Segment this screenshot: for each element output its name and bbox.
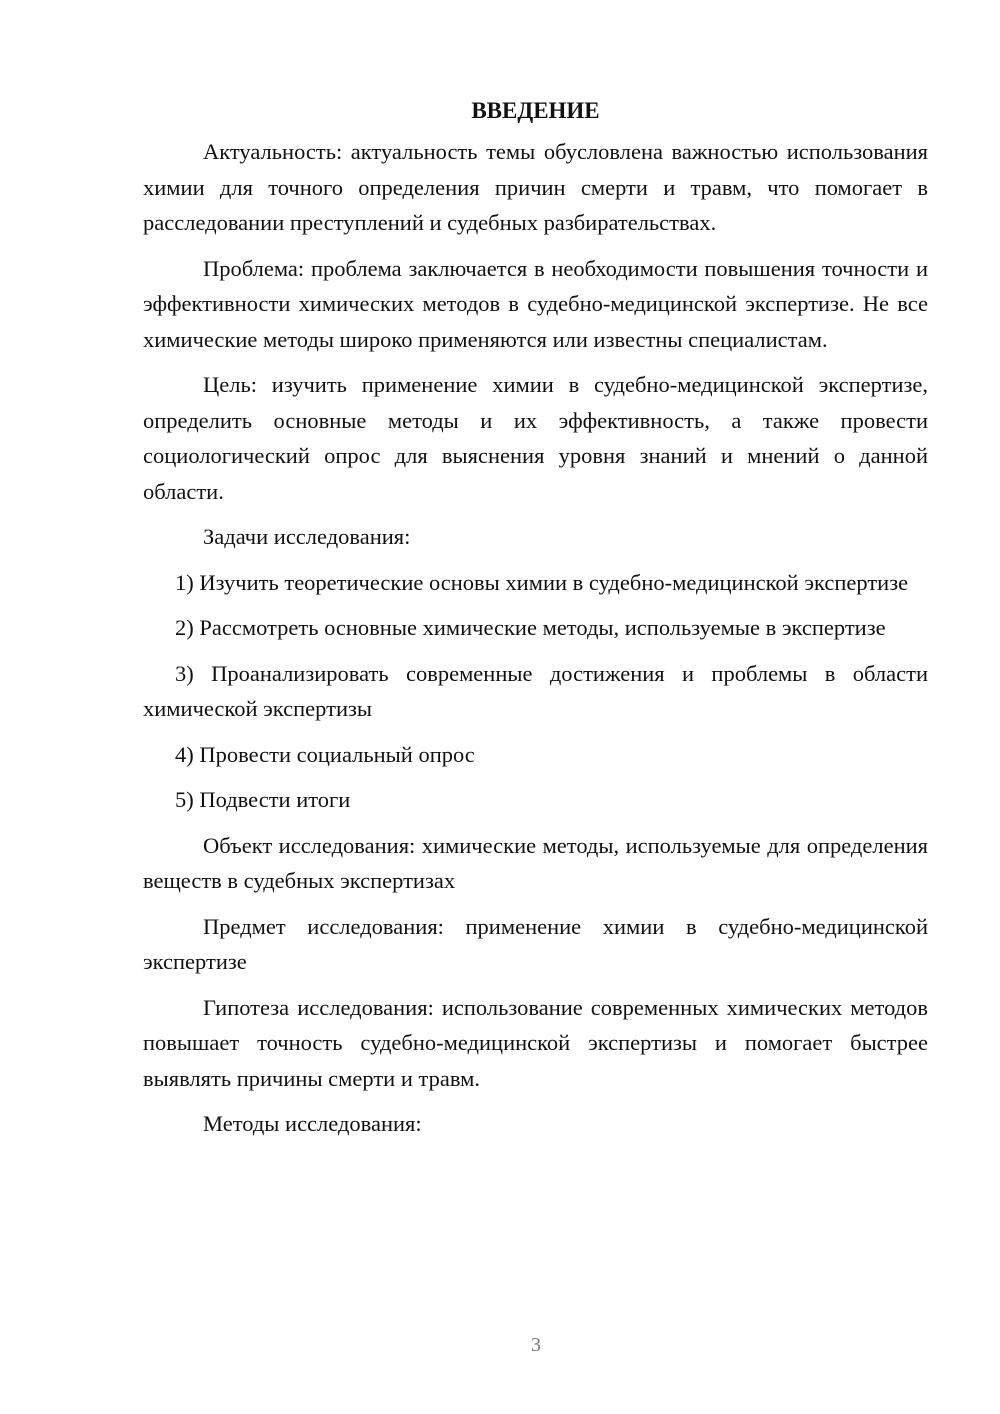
paragraph-methods-title: Методы исследования: [203,1111,422,1136]
task-item-2: 2) Рассмотреть основные химические методы, используемые в экспертизе [175,615,886,640]
paragraph-object: Объект исследования: химические методы, используемые для определения веществ в судебных экспертизах [143,832,928,893]
page-number: 3 [531,1334,541,1356]
paragraph-goal: Цель: изучить применение химии в судебно-медицинской экспертизе, определить основные методы и их эффективность, а также провести социологический опрос для выяснения уровня знаний и мнений о данной области. [143,372,928,504]
task-item-4: 4) Провести социальный опрос [175,741,475,767]
task-item-3: 3) Проанализировать современные достижения и проблемы в области химической экспертизы [143,660,928,721]
paragraph-tasks-title: Задачи исследования: [203,524,411,549]
page-content [143,94,928,1152]
paragraph-problem: Проблема: проблема заключается в необходимости повышения точности и эффективности химических методов в судебно-медицинской экспертизе. Не все химические методы широко применяются или известны специалистам. [143,255,928,352]
task-item-1: 1) Изучить теоретические основы химии в судебно-медицинской экспертизе [175,569,909,595]
paragraph-relevance: Актуальность: актуальность темы обусловлена важностью использования химии для точного определения причин смерти и травм, что помогает в расследовании преступлений и судебных разбирательствах. [143,139,928,235]
task-item-5: 5) Подвести итоги [175,787,351,812]
paragraph-hypothesis: Гипотеза исследования: использование современных химических методов повышает точность судебно-медицинской экспертизы и помогает быстрее выявлять причины смерти и травм. [143,994,928,1091]
paragraph-subject: Предмет исследования: применение химии в судебно-медицинской экспертизе [143,913,928,974]
page-heading: ВВЕДЕНИЕ [471,98,600,123]
